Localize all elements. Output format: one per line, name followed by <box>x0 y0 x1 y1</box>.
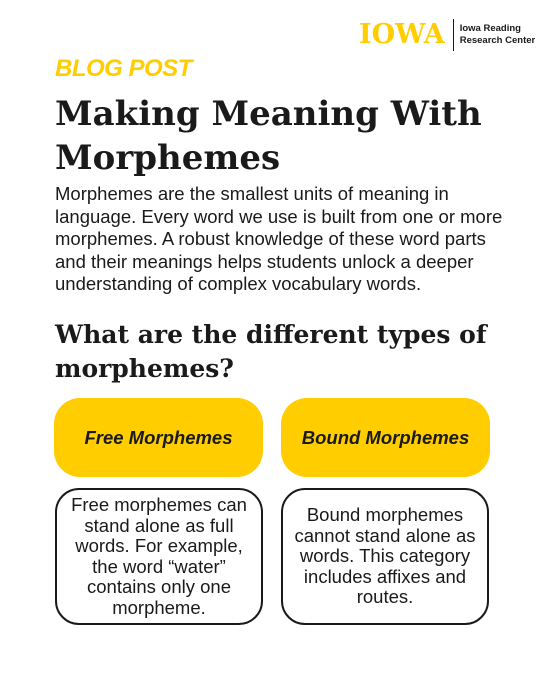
bound-morphemes-label: Bound Morphemes <box>281 398 490 477</box>
logo-wordmark: IOWA <box>359 19 445 50</box>
logo-line-1: Iowa Reading <box>459 23 521 34</box>
logo-text <box>460 23 536 47</box>
logo-line-2: Research Center <box>459 35 536 46</box>
bound-morphemes-description: Bound morphemes cannot stand alone as words. This category includes affixes and routes. <box>294 504 476 608</box>
eyebrow-label: BLOG POST <box>55 55 192 82</box>
free-morphemes-card <box>55 488 263 625</box>
bound-morphemes-card <box>281 488 489 625</box>
page-title: Making Meaning With Morphemes <box>55 94 482 178</box>
free-morphemes-label: Free Morphemes <box>54 398 263 477</box>
section-heading: What are the different types of morphemes? <box>55 320 487 383</box>
intro-paragraph: Morphemes are the smallest units of meaning in language. Every word we use is built from one or more morphemes. A robust knowledge of these word parts and their meanings helps students unlock a deeper understanding of complex vocabulary words. <box>55 183 503 294</box>
logo-divider <box>453 19 454 51</box>
free-morphemes-description: Free morphemes can stand alone as full words. For example, the word “water” contains only one morpheme. <box>71 494 247 618</box>
iowa-reading-research-center-logo <box>359 18 535 52</box>
